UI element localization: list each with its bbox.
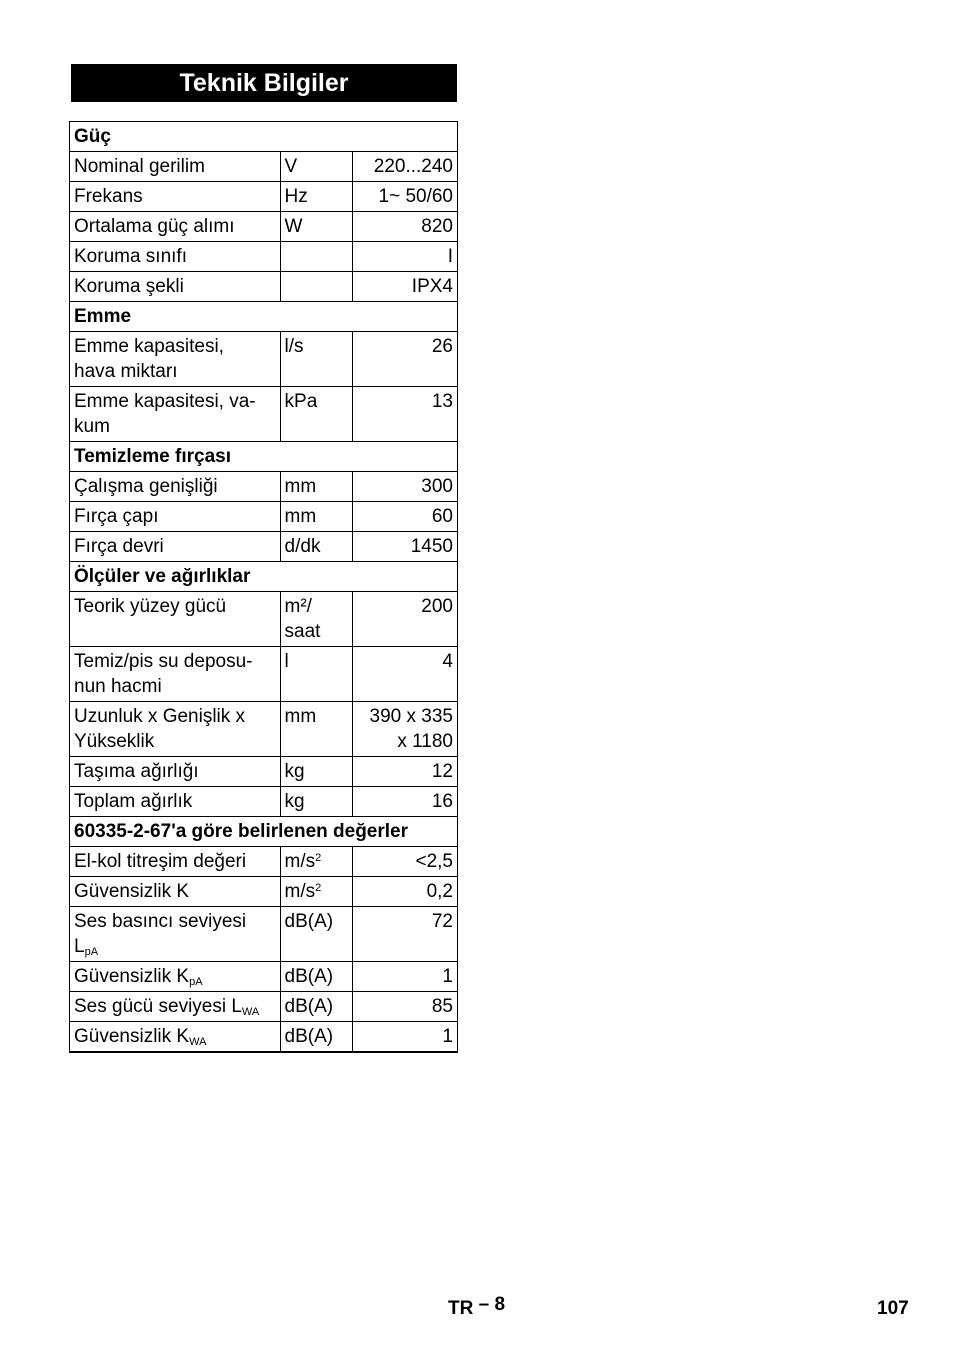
table-row — [70, 472, 458, 502]
unit-text: m/s — [284, 881, 316, 902]
row-unit-line1: m²/ — [284, 596, 312, 617]
unit-text: m/s — [284, 851, 316, 872]
row-value: 1~ 50/60 — [352, 182, 457, 212]
row-label-line1: Emme kapasitesi, va- — [74, 391, 256, 412]
row-unit: l — [280, 647, 352, 702]
row-label: Fırça devri — [70, 532, 281, 562]
section-heading: 60335-2-67'a göre belirlenen değerler — [70, 817, 458, 847]
table-row — [70, 702, 458, 757]
label-subscript: WA — [189, 1036, 207, 1048]
section-heading-row — [70, 302, 458, 332]
row-unit-line2: saat — [284, 621, 321, 642]
row-value: 4 — [352, 647, 457, 702]
row-value: 0,2 — [352, 877, 457, 907]
table-row — [70, 592, 458, 647]
row-unit: V — [280, 152, 352, 182]
label-subscript: pA — [84, 946, 99, 958]
row-label — [70, 907, 281, 962]
row-unit: Hz — [280, 182, 352, 212]
row-unit: mm — [280, 502, 352, 532]
row-label: El-kol titreşim değeri — [70, 847, 281, 877]
spec-table — [69, 121, 458, 1053]
row-unit: dB(A) — [280, 962, 352, 992]
row-value-line1: 390 x 335 — [369, 706, 453, 727]
row-unit: mm — [280, 702, 352, 757]
row-unit: kPa — [280, 387, 352, 442]
label-text: Güvensizlik K — [74, 1026, 190, 1047]
row-label-line1: Temiz/pis su deposu- — [74, 651, 253, 672]
row-label — [70, 647, 281, 702]
row-value: 820 — [352, 212, 457, 242]
row-label-line1: Ses basıncı seviyesi — [74, 911, 247, 932]
table-row — [70, 877, 458, 907]
table-row — [70, 272, 458, 302]
row-unit: dB(A) — [280, 992, 352, 1022]
label-subscript: WA — [241, 1006, 260, 1018]
section-heading-row — [70, 817, 458, 847]
row-label — [70, 992, 281, 1022]
row-label-line2: hava miktarı — [74, 361, 178, 382]
row-value: 1450 — [352, 532, 457, 562]
row-value: 200 — [352, 592, 457, 647]
row-label: Nominal gerilim — [70, 152, 281, 182]
section-heading: Güç — [70, 122, 458, 152]
row-value: 26 — [352, 332, 457, 387]
row-unit: dB(A) — [280, 907, 352, 962]
row-label: Koruma şekli — [70, 272, 281, 302]
row-label-line2: L — [74, 936, 85, 957]
table-row — [70, 647, 458, 702]
row-value — [352, 702, 457, 757]
row-value: 12 — [352, 757, 457, 787]
row-unit — [280, 592, 352, 647]
label-subscript: pA — [189, 976, 203, 988]
row-label: Çalışma genişliği — [70, 472, 281, 502]
section-heading: Emme — [70, 302, 458, 332]
table-row — [70, 242, 458, 272]
unit-superscript: 2 — [315, 882, 322, 894]
row-value: 72 — [352, 907, 457, 962]
row-label: Frekans — [70, 182, 281, 212]
table-row — [70, 907, 458, 962]
table-row — [70, 532, 458, 562]
row-label — [70, 1022, 281, 1053]
row-value: <2,5 — [352, 847, 457, 877]
row-value: I — [352, 242, 457, 272]
page-title: Teknik Bilgiler — [71, 64, 457, 102]
table-row — [70, 152, 458, 182]
table-row — [70, 332, 458, 387]
row-unit — [280, 847, 352, 877]
table-row — [70, 182, 458, 212]
row-value: 85 — [352, 992, 457, 1022]
footer-section-marker — [448, 1294, 506, 1320]
footer-dash: – — [478, 1294, 490, 1315]
table-row — [70, 1022, 458, 1053]
row-value-line2: x 1180 — [397, 731, 453, 752]
row-unit: l/s — [280, 332, 352, 387]
row-unit: mm — [280, 472, 352, 502]
page-number: 107 — [877, 1298, 909, 1319]
row-unit: d/dk — [280, 532, 352, 562]
row-label-line2: Yükseklik — [74, 731, 155, 752]
row-unit — [280, 272, 352, 302]
unit-superscript: 2 — [315, 852, 322, 864]
row-label: Taşıma ağırlığı — [70, 757, 281, 787]
row-label: Güvensizlik K — [70, 877, 281, 907]
table-row — [70, 502, 458, 532]
section-heading: Temizleme fırçası — [70, 442, 458, 472]
row-label — [70, 962, 281, 992]
footer-section-page: 8 — [494, 1294, 506, 1315]
section-heading-row — [70, 442, 458, 472]
row-label — [70, 332, 281, 387]
row-label — [70, 702, 281, 757]
section-heading: Ölçüler ve ağırlıklar — [70, 562, 458, 592]
row-value: 1 — [352, 962, 457, 992]
row-label — [70, 387, 281, 442]
row-value: 60 — [352, 502, 457, 532]
row-label: Koruma sınıfı — [70, 242, 281, 272]
row-label: Toplam ağırlık — [70, 787, 281, 817]
table-row — [70, 992, 458, 1022]
section-heading-row — [70, 562, 458, 592]
table-row — [70, 212, 458, 242]
row-label-line1: Uzunluk x Genişlik x — [74, 706, 246, 727]
row-label: Fırça çapı — [70, 502, 281, 532]
row-unit: dB(A) — [280, 1022, 352, 1053]
section-heading-row — [70, 122, 458, 152]
row-unit — [280, 242, 352, 272]
footer-language-code: TR — [448, 1298, 474, 1319]
label-text: Ses gücü seviyesi L — [74, 996, 242, 1017]
row-value: 13 — [352, 387, 457, 442]
row-unit: kg — [280, 787, 352, 817]
table-row — [70, 757, 458, 787]
row-label-line1: Emme kapasitesi, — [74, 336, 224, 357]
row-value: 16 — [352, 787, 457, 817]
row-value: 300 — [352, 472, 457, 502]
row-label: Teorik yüzey gücü — [70, 592, 281, 647]
row-value: 1 — [352, 1022, 457, 1053]
row-label-line2: nun hacmi — [74, 676, 162, 697]
table-row — [70, 787, 458, 817]
table-row — [70, 387, 458, 442]
row-value: IPX4 — [352, 272, 457, 302]
row-label: Ortalama güç alımı — [70, 212, 281, 242]
label-text: Güvensizlik K — [74, 966, 190, 987]
table-row — [70, 962, 458, 992]
row-value: 220...240 — [352, 152, 457, 182]
row-unit: kg — [280, 757, 352, 787]
row-unit: W — [280, 212, 352, 242]
row-unit — [280, 877, 352, 907]
table-row — [70, 847, 458, 877]
row-label-line2: kum — [74, 416, 110, 437]
